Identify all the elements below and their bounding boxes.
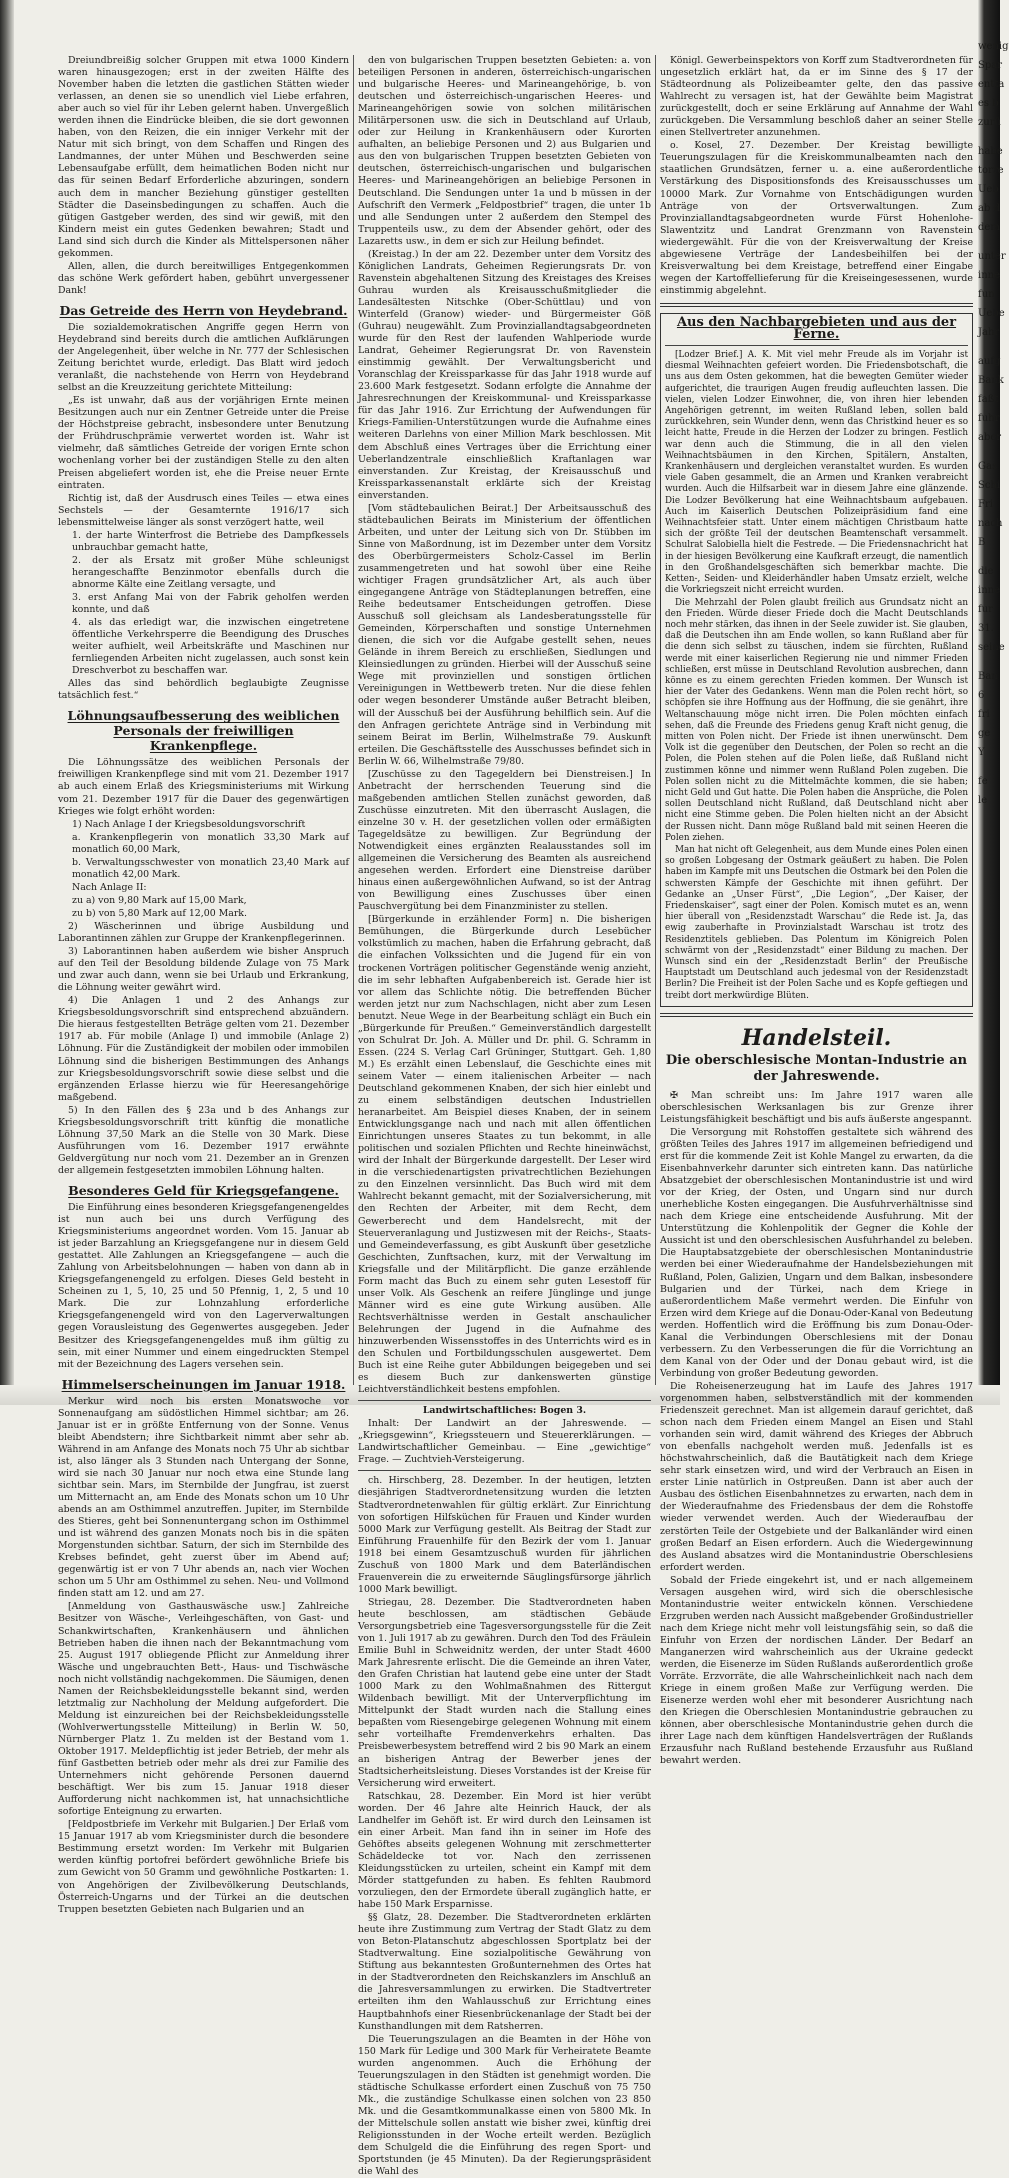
fragment-line: ge bbox=[978, 728, 991, 739]
paragraph: Die Teuerungszulagen an die Beamten in der Höhe von 150 Mark für Ledige und 300 Mark für Verheiratete Beamte wurden angenommen. Auch die Erhöhung der Teuerungszulagen in den Städten ist genehmigt worden. Die städtische Schulkasse erfordert einen Zuschuß von 75 750 Mk., die zuständige Schulkasse einen solchen von 23 850 Mk. und die Gesamtkommunalkasse einen von 5800 Mk. In der Mittelschule sollen anstatt wie bisher zwei, künftig drei Religionsstunden in der Woche erteilt werden. Bezüglich dem Schulgeld die die Einführung des regen Sport- und Sportstunden (je 45 Minuten). Da der Regierungspräsident die Wahl des bbox=[358, 2033, 651, 2178]
fragment-line: Spar bbox=[978, 60, 1002, 71]
column-3 bbox=[660, 55, 973, 1767]
list-item: Nach Anlage II: bbox=[72, 881, 147, 893]
paragraph: ch. Hirschberg, 28. Dezember. In der heutigen, letzten diesjährigen Stadtverordnetensitzung wurden die letzten Stadtverordnetenwahlen für gültig erklärt. Zur Einrichtung von sofortigen Hilfsküchen für Frauen und Kinder wurden 5000 Mark zur Verfügung gestellt. Als Beitrag der Stadt zur Einführung Frauenhilfe für den Bezirk der vom 1. Januar 1918 bei einem Gesamtzuschuß wurden für jährlichen Zuschuß von 1800 Mark und dem Baterländischen Frauenverein die zu erweiternde Säuglingsfürsorge jährlich 1000 Mark bewilligt. bbox=[358, 1475, 651, 1595]
fragment-line: Y bbox=[978, 747, 985, 758]
montan-paragraph: Sobald der Friede eingekehrt ist, und er nach allgemeinem Versagen ausgehen wird, wird sich die oberschlesische Montanindustrie weiter entwickeln können. Verschiedene Erzgruben werden nach Aussicht maßgebender Großindustrieller nach dem Kriege nicht mehr voll leistungsfähig sein, so daß die Einfuhr von Erzen der nordischen Länder. Der Bedarf an Manganerzen wird wahrscheinlich aus der Ukraine gedeckt werden, die Eisenerze im Süden Rußlands außerordentlich große Vorräte. Erzvorräte, die alle Wahrscheinlichkeit nach nach dem Kriege in einem großen Maße zur Verfügung werden. Die Eisenerze werden wohl eher mit besonderer Ausrichtung nach den Kriegen die Oberschlesien Montanindustrie gebrauchen zu können, aber oberschlesische Montanindustrie gehen durch die ihrer Lage nach dem künftigen Handelsverträgen der Rußlands Erzausfuhr nach Rußland bestehende Erzausfuhr aus Rußland bewahrt werden. bbox=[660, 1574, 973, 1767]
list-item: a. Krankenpflegerin von monatlich 33,30 Mark auf monatlich 60,00 Mark, bbox=[72, 831, 349, 855]
fragment-line: Uebe bbox=[978, 308, 1005, 319]
fragment-line: B bbox=[978, 537, 986, 548]
fragment-line: fur bbox=[978, 604, 993, 615]
regional-news-title: Aus den Nachbargebieten und aus der Ferne. bbox=[676, 314, 957, 342]
fragment-line: inne bbox=[978, 270, 1000, 281]
fragment-line: seine bbox=[978, 642, 1005, 653]
list-item: zu a) von 9,80 Mark auf 15,00 Mark, bbox=[72, 894, 247, 906]
fragment-line: Jahr bbox=[978, 327, 1000, 338]
list-item: 4. als das erledigt war, die inzwischen eingetretene öffentliche Verkehrsperre die Beendigung des Drusches weiter aufhielt, weil Arbeitskräfte und Maschinen nur fernliegenden Arbeiten nicht zugelassen, auch sonst kein Dreschverbot zu beschaffen war. bbox=[72, 617, 349, 677]
fragment-line: unter bbox=[978, 251, 1006, 262]
montan-article-body bbox=[660, 1090, 973, 1768]
paragraph: den von bulgarischen Truppen besetzten Gebieten: a. von beteiligen Personen in anderen, österreichisch-ungarischen und bulgarische Heeres- und Marineangehörige, b. von deutschen und österreichisch-ungarischen Heeres- und Marineangehörigen sowie von solchen militärischen Militärpersonen usw. die sich in Deutschland auf Urlaub, oder zur Heilung in Krankenhäusern oder Kurorten aufhalten, an beliebige Personen und 2) aus Bulgarien und aus den von bulgarischen Truppen besetzten Gebieten von deutschen, österreichisch-ungarischen und bulgarischen Heeres- und Marineangehörigen an beliebige Personen in Deutschland. Die Sendungen unter 1a und b müssen in der Aufschrift den Vermerk „Feldpostbrief“ tragen, die unter 1b und alle Sendungen unter 2 außerdem den Stempel des Truppenteils usw., zu dem der Absender gehört, oder des Lazaretts usw., in dem er sich zur Heilung befindet. bbox=[358, 55, 651, 247]
divider-rule bbox=[358, 1400, 651, 1401]
section-divider bbox=[660, 303, 973, 307]
paragraph: [Anmeldung von Gasthauswäsche usw.] Zahlreiche Besitzer von Wäsche-, Verleihgeschäften, von Gast- und Schankwirtschaften, Krankenhäusern und ähnlichen Betrieben haben die ihnen nach der Bekanntmachung vom 25. August 1917 obliegende Pflicht zur Anmeldung ihrer Wäsche und ungebrauchten Bett-, Haus- und Tischwäsche noch nicht vollständig nachgekommen. Die Säumigen, denen Namen der Reichsbekleidungsstelle bekannt sind, werden letztmalig zur Nachholung der Meldung aufgefordert. Die Meldung ist einzureichen bei der Reichsbekleidungsstelle (Wohlverwertungsstelle Mitteilung) in Berlin W. 50, Nürnberger Platz 1. Zu melden ist der Bestand vom 1. Oktober 1917. Meldepflichtig ist jeder Betrieb, der mehr als fünf Gastbetten betrieb oder mehr als drei zur Familie des Unternehmers nicht gehörende Personen dauernd beschäftigt. Wer bis zum 15. Januar 1918 dieser Aufforderung nicht nachkommen ist, hat unnachsichtliche sofortige Enteignung zu erwarten. bbox=[58, 1601, 349, 1818]
list-item: 2. der als Ersatz mit großer Mühe schleunigst herangeschaffte Benzinmotor ebenfalls durch die abnorme Kälte eine Zeitlang versagte, und bbox=[72, 554, 349, 590]
fragment-line: le bbox=[978, 795, 988, 806]
paragraph: Alles das sind behördlich beglaubigte Zeugnisse tatsächlich fest.“ bbox=[58, 678, 349, 702]
fragment-line: 6 bbox=[978, 690, 985, 701]
fragment-line: nach bbox=[978, 518, 1003, 529]
paragraph: [Feldpostbriefe im Verkehr mit Bulgarien.] Der Erlaß vom 15 Januar 1917 ab vom Kriegsminister durch die besondere Bestimmung ersetzt worden: Im Verkehr mit Bulgarien werden künftig portofrei befördert gewöhnliche Briefe bis zum Gewicht von 50 Gramm und gewöhnliche Postkarten: 1. von Angehörigen der Zivilbevölkerung Deutschlands, Österreich-Ungarns und der Türkei an die deutschen Truppen besetzten Gebieten nach Bulgarien und an bbox=[58, 1819, 349, 1915]
regional-news-paragraph: [Lodzer Brief.] A. K. Mit viel mehr Freude als im Vorjahr ist diesmal Weihnachten gefeiert worden. Die Friedensbotschaft, die uns aus dem Osten gekommen, hat die bewegten Gemüter wieder aufgerichtet, die traurigen Augen freudig aufleuchten lassen. Die vielen, vielen Lodzer Einwohner, die, von ihren hier lebenden Angehörigen getrennt, im weiten Rußland leben, sollen bald zurückkehren, sein Wunder denn, wenn das Christkind heuer es so leicht hatte, Freude in die Herzen der Lodzer zu bringen. Festlich war denn auch die Stimmung, die in all den vielen Weihnachtsbäumen in den Kirchen, Spitälern, Anstalten, Krankenhäusern und dergleichen veranstaltet wurden. Es wurden viele Gaben gesammelt, die an Armen und Kranken verabreicht wurden. Auch die Hilfsarbeit war in diesem Jahre eine glänzende. Die Lodzer Bevölkerung hat eine Weihnachtsbaum aufgebauen. Auch im Kaiserlich Deutschen Polizeipräsidium fand eine Weihnachtsfeier statt. Unter einem mächtigen Christbaum hatte sich der größte Teil der deutschen Beamtenschaft versammelt. Schulrat Salobiella hielt die Festrede. — Die Friedensnachricht hat in der hiesigen Bevölkerung eine Kaufkraft erzeugt, die namentlich in den Großhandelsgeschäften sich bemerkbar machte. Die Ketten-, Seiden- und Kleiderhändler haben Umsatz erzielt, welche die Vorkriegszeit nicht erreicht wurden. bbox=[665, 350, 968, 596]
fragment-line: faßt bbox=[978, 394, 999, 405]
paragraph: Allen, allen, die durch bereitwilliges Entgegenkommen das schöne Werk gefördert haben, gebührt unvergessener Dank! bbox=[58, 260, 349, 296]
fragment-line: torre bbox=[978, 165, 1004, 176]
regional-news-paragraph: Die Mehrzahl der Polen glaubt freilich aus Grundsatz nicht an den Frieden. Würde dieser Friede doch die Macht Deutschlands noch mehr stärken, das ihnen in der Seele zuwider ist. Sie glauben, daß die Deutschen ihn am Ende wollen, so kann Rußland aber für die denn sich selbst zu täuschen, indem sie fürchten, Rußland werde mit einer kaiserlichen Regierung nie und nimmer Frieden schließen, erst müsse in Deutschland Revolution ausbrechen, dann könne es zu einem gerechten Frieden kommen. Der Wunsch ist hier der Vater des Gedankens. Wenn man die Polen recht hört, so schöpfen sie ihre Hoffnung aus der Hoffnung, die sie genährt, ihre Weltanschauung möge nicht irren. Die Polen möchten einfach sehen, daß die Freunde des Friedens genug Kraft nicht genug, die mitten von Polen nicht. Der Friede ist ihnen unerwünscht. Dem Volk ist die gegenüber den Deutschen, der Polen so recht an die Polen, die Polen stehen auf die Polen ließe, daß Rußland nicht zustimmen könne und nimmer wenn Rußland Polen zugeben. Die Polen sollen nicht zu die Mittelmächte kommen, die sie haben; nicht Geld und Gut hatte. Die Polen haben die Ansprüche, die Polen sollen Deutschland nicht Rußland, daß Deutschland nicht aber nicht eine Stimme geben. Die Polen hielten nicht an der Absicht der Russen nicht. Dann möge Rußland bald mit seinen Heeren die Polen ziehen. bbox=[665, 597, 968, 843]
fragment-line: wenig bbox=[978, 41, 1009, 52]
article-heading: Das Getreide des Herrn von Heydebrand. bbox=[59, 302, 348, 318]
paragraph: „Es ist unwahr, daß aus der vorjährigen Ernte meinen Besitzungen auch nur ein Zentner Getreide unter die Preise der Höchstpreise gebracht, insbesondere unter Benutzung der Frühdruschprämie verwertet worden ist. Wahr ist vielmehr, daß sämtliches Getreide der vorigen Ernte schon wochenlang vorher bei der zuständigen Stelle zu den alten Preisen abgeliefert worden ist, ehe die Preise neuer Ernte eintraten. bbox=[58, 395, 349, 491]
fragment-line: aufg bbox=[978, 356, 1001, 367]
column-rule bbox=[353, 55, 354, 1385]
montan-paragraph: Die Roheisenerzeugung hat im Laufe des Jahres 1917 vorgenommen haben, selbstverständlich mit der kommenden Friedenszeit gerechnet. Man ist allgemein darauf gerichtet, daß schon nach dem Frieden einem Mangel an Eisen und Stahl vorhanden sein wird, damit während des Krieges der Abbruch von ebenfalls nachgeholt werden muß. Jedenfalls ist es höchstwahrscheinlich, daß die Bautätigkeit nach dem Kriege sehr stark einsetzen wird, und wird der Verbrauch an Eisen in erster Linie natürlich in Ostpreußen. Dann ist aber auch der Ausbau des östlichen Eisenbahnnetzes zu erwarten, nach dem in der Wiederaufnahme des Friedensbaus der dem die Rohstoffe wieder verwendet werden. Auch der Wiederaufbau der zerstörten Teile der Ostgebiete und der Balkanländer wird einen großen Bedarf an Eisen erfordern. Auch die Wiedergewinnung des Ausland absatzes wird die Montanindustrie Oberschlesiens erfordert werden. bbox=[660, 1380, 973, 1573]
fragment-line: dem bbox=[978, 222, 1000, 233]
adjacent-page-fragment bbox=[978, 40, 1009, 1340]
list-item: 3. erst Anfang Mai von der Fabrik geholfen werden konnte, und daß bbox=[72, 591, 349, 616]
list-item: 1) Nach Anlage I der Kriegsbesoldungsvorschrift bbox=[72, 818, 306, 830]
section-title-handelsteil: Handelsteil. bbox=[741, 1024, 892, 1051]
fragment-line: Fri bbox=[978, 499, 993, 510]
column-2 bbox=[358, 55, 651, 2178]
paragraph: [Vom städtebaulichen Beirat.] Der Arbeitsausschuß des städtebaulichen Beirats im Ministerium der öffentlichen Arbeiten, und unter der Leitung sich von Dr. Stübben im Sinne von Maßordnung, ist im Dezember unter dem Vorsitz des Oberbürgermeisters Scholz-Cassel im Berlin zusammengetreten und hat sowohl über eine Reihe wichtiger Fragen grundsätzlicher Art, als auch über eingegangene Anträge von Städteplanungen betreffen, eine Reihe bedeutsamer Entscheidungen getroffen. Diese Ausschuß soll gleichsam als Landesberatungsstelle für Gemeinden, Körperschaften und sonstige Unternehmen dienen, die sich vor die Aufgabe gestellt sehen, neues Gelände in ihrem Bereich zu erschließen, Siedlungen und Kleinsiedlungen zu gründen. Hierbei will der Ausschuß seine Wege mit provinziellen und sonstigen örtlichen Vereinigungen in Wettbewerb treten. Nur die diese fehlen oder wegen besonderer Umstände außer Betracht bleiben, will der Ausschuß bei der Ausführung behilflich sein. Auf die den Anfragen gerichtete Anträge sind in Verbindung mit seinem Beirat im Berlin, Wilhelmstraße 79. Auskunft erteilen. Die Geschäftsstelle des Ausschusses befindet sich in Berlin W. 66, Wilhelmstraße 79/80. bbox=[358, 502, 651, 767]
fragment-line: fe bbox=[978, 776, 988, 787]
section-divider bbox=[660, 1013, 973, 1017]
paragraph: [Bürgerkunde in erzählender Form] n. Die bisherigen Bemühungen, die Bürgerkunde durch Lesebücher volkstümlich zu machen, haben die Erfahrung gebracht, daß die einfachen Volkssichten und die Jugend für ein von trockenen Vorträgen politischer Gegenstände wenig anzieht, die im sehr lebhaften Aufgabenbereich ist. Gerade hier ist vor allem das Schlichte nötig. Die betreffenden Bücher werden jetzt nur zum Nachschlagen, nicht aber zum Lesen benutzt. Neue Wege in der Bearbeitung schlägt ein Buch ein „Bürgerkunde für Preußen.“ Gemeinverständlich dargestellt von Schulrat Dr. Joh. A. Müller und Dr. phil. G. Schramm in Essen. (224 S. Verlag Carl Grüninger, Stuttgart. Geh. 1,80 M.) Es erzählt einen Lebenslauf, die Geschichte eines mit seinem Vater — einem italienischen Arbeiter — nach Deutschland gekommenen Knaben, der sich hier einlebt und zu einem selbständigen deutschen Industriellen heranarbeitet. Am Beispiel dieses Knaben, der in seinem Entwicklungsgange nach und nach mit allen öffentlichen Einrichtungen unseres Staates zu tun bekommt, in alle politischen und sozialen Pflichten und Rechte hineinwächst, wird der Inhalt der Bürgerkunde dargestellt. Der Leser wird in die verschiedenartigsten privatrechtlichen Beziehungen zu den Einzelnen versinnlicht. Das Buch wird mit dem Wahlrecht bekannt gemacht, mit der Sozialversicherung, mit den Rechten der Arbeiter, mit dem Recht, dem Gewerberecht und dem Handelsrecht, mit der Steuerveranlagung und Justizwesen mit der Reichs-, Staats- und Gemeindeverfassung, es gibt Auskunft über gesetzliche Geschichten, Zunftsachen, kurz, mit der Verwaltung im Kriegsfalle und der Militärpflicht. Die ganze erzählende Form macht das Buch zu einem sehr guten Lesestoff für unser Volk. Als Geschenk an reifere Jünglinge und junge Männer wird es eine gute Wirkung ausüben. Alle Rechtsverhältnisse werden in Gestalt anschaulicher Belehrungen der Jugend in die Aufnahme des hinzuwerbenden Wissensstoffes in des Unterrichts wird es in den Schulen und Fortbildungsschulen ausgewertet. Dem Buch ist eine Reihe guter Abbildungen beigegeben und sei es diesem Buch zur dankenswerten günstige Leichtverständlichkeit bestens empfohlen. bbox=[358, 914, 651, 1396]
fragment-line: Schi bbox=[978, 480, 1001, 491]
fragment-line: Gas bbox=[978, 461, 998, 472]
list-item: zu b) von 5,80 Mark auf 12,00 Mark. bbox=[72, 907, 247, 919]
montan-paragraph: Die Versorgung mit Rohstoffen gestaltete sich während des größten Teiles des Jahres 1917 im allgemeinen befriedigend und erst für die kommende Zeit ist Kohle Mangel zu erwarten, da die Eisenbahnverkehr darunter sich eintreten kann. Das natürliche Absatzgebiet der oberschlesischen Montanindustrie ist und wird vor der Krieg, der Osten, und Ungarn sind nur durch unerhebliche Kosten eingegangen. Die Ausfuhrverhältnisse sind nach dem Kriege eine entscheidende Ausfuhrung. Mit der Unterstützung die Kohlenpolitik der Gegner die Kohle der Aussicht ist und den oberschlesischen Ausfuhrhandel zu beleben. Die Hauptabsatzgebiete der oberschlesischen Montanindustrie werden bei einer Wiederaufnahme der Handelsbeziehungen mit Rußland, Polen, Galizien, Ungarn und dem Balkan, insbesondere Bulgarien und der Türkei, nach dem Kriege in außerordentlichem Maße vermehrt werden. Die Einfuhr von Erzen wird dem Kriege auf die Donau-Oder-Kanal von Bedeutung werden. Hoffentlich wird die Eröffnung bis zum Donau-Oder-Kanal die Verbindungen Oberschlesiens mit der Donau verbessern. Zu den Verbesserungen die für die Vorrichtung an dem Kanal von der Oder und der Donau gebaut wird, ist die Verbindung von großer Bedeutung geworden. bbox=[660, 1126, 973, 1379]
fragment-line: ab d bbox=[978, 203, 1000, 214]
article-heading: Löhnungsaufbesserung des weiblichen Personals der freiwilligen Krankenpflege. bbox=[67, 708, 340, 754]
paragraph: Königl. Gewerbeinspektors von Korff zum Stadtverordneten für ungesetzlich erklärt hat, da er im Sinne des § 17 der Städteordnung als Polizeibeamter gelte, den das passive Wahlrecht zu versagen ist, hat der Gewählte beim Magistrat zurückgestellt, doch er seine Erklärung auf Annahme der Wahl zurückgeben. Die Versammlung beschloß daher an seiner Stelle einen Stellvertreter anzunehmen. bbox=[660, 55, 973, 139]
list-item: 1. der harte Winterfrost die Betriebe des Dampfkessels unbrauchbar gemacht hatte, bbox=[72, 529, 349, 553]
paragraph: Striegau, 28. Dezember. Die Stadtverordneten haben heute beschlossen, am städtischen Gebäude Versorgungsbetrieb eine Tagesversorgungsstelle für die Zeit von 1. Juli 1917 ab zu gewähren. Durch den Tod des Fräulein Emilie Buhl in Schweidnitz werden, der unter Stadt 4600 Mark Jahresrente erlischt. Die die Gemeinde an ihren Vater, den Grafen Christian hat lautend gebe eine unter der Stadt 1000 Mark zu den Wohlmaßnahmen des Rittergut Wildenbach bewilligt. Mit der Unterverpflichtung im Mittelpunkt der Stadt wurden nach die Stallung eines bepaßten vom Riesengebirge gelegenen Wohnung mit einem sehr vorteilhafte Fremdenverkehrs erhalten. Das Preisbewerbesystem betreffend wird 2 bis 90 Mark an einem an bisherigen Antrag der Bewerber jenes der Stadtsicherheitsleistung. Dieses Vorstandes ist der Kreise für Versicherung wird erweitert. bbox=[358, 1596, 651, 1789]
paragraph: Ratschkau, 28. Dezember. Ein Mord ist hier verübt worden. Der 46 Jahre alte Heinrich Hauck, der als Landhelfer im Gehöft ist. Er wird durch den Leinsamen ist ein einer Arbeit. Man fand ihn in seiner im Hofe des Gehöftes abseits gelegenen Wohnung mit zerschmetterter Schädeldecke tot vor. Nach den zerrissenen Kleidungsstücken zu urteilen, scheint ein Kampf mit dem Mörder stattgefunden zu haben. Es fehlten Raubmord vorzuliegen, den der Ermordete überall zugänglich hatte, er habe 150 Mark Ersparnisse. bbox=[358, 1790, 651, 1911]
fragment-line: Bank bbox=[978, 375, 1004, 386]
montan-paragraph: ✠ Man schreibt uns: Im Jahre 1917 waren alle oberschlesischen Werksanlagen bis zur Grenze ihrer Leistungsfähigkeit beschäftigt und bis aufs äußerste angespannt. bbox=[660, 1089, 973, 1125]
column-3-top bbox=[660, 55, 973, 297]
fragment-line: inne bbox=[978, 585, 1000, 596]
left-page-edge bbox=[0, 0, 14, 1405]
fragment-line: es b bbox=[978, 98, 999, 109]
regional-news-body bbox=[665, 350, 968, 1002]
paragraph: 4) Die Anlagen 1 und 2 des Anhangs zur Kriegsbesoldungsvorschrift sind entsprechend abzuändern. Die hieraus festgestellten Beträge gelten vom 21. Dezember 1917 ab. Für mobile (Anlage I) und immobile (Anlage 2) Löhnung. Für die Zuständigkeit der mobilen oder immobilen Löhnung sind die bisherigen Bestimmungen des Anhangs zur Kriegsbesoldungsvorschrift sowie diese selbst und die ergänzenden Erlasse hierzu wie für Heeresangehörige maßgebend. bbox=[58, 995, 349, 1103]
paragraph: Richtig ist, daß der Ausdrusch eines Teiles — etwa eines Sechstels — der Gesamternte 1916/17 sich lebensmittelweise länger als sonst verzögert hatte, weil bbox=[58, 492, 349, 528]
paragraph: Die sozialdemokratischen Angriffe gegen Herrn von Heydebrand sind bereits durch die amtlichen Aufklärungen der Angelegenheit, über welche in Nr. 777 der Schlesischen Zeitung berichtet wurde, erledigt. Das Blatt wird jedoch veranlaßt, die nachstehende von Herrn von Heydebrand selbst an die Kreuzzeitung gerichtete Mitteilung: bbox=[58, 321, 349, 394]
fragment-line: aber bbox=[978, 432, 1002, 443]
paragraph: Merkur wird noch bis ersten Monatswoche vor Sonnenaufgang am südöstlichen Himmel sichtbar; am 26. Januar ist er in größte Entfernung von der Sonne. Venus bleibt Abendstern; ihre Sichtbarkeit nimmt aber sehr ab. Während in am Anfange des Monats noch 75 Uhr ab sichtbar ist, also länger als 3 Stunden nach Untergang der Sonne, wird sie nach 30 Januar nur noch etwa eine Stunde lang sichtbar sein. Mars, im Sternbilde der Jungfrau, ist zuerst um Mitternacht an, am Ende des Monats schon um 10 Uhr abends an am Osthimmel anzutreffen. Jupiter, im Sternbilde des Stieres, geht bei Sonnenuntergang schon im Osthimmel und ist während des ganzen Monats noch bis in die späten Morgenstunden sichtbar. Saturn, der sich im Sternbilde des Krebses befindet, geht zuerst über im Abend auf; gegenwärtig ist er von 7 Uhr abends an, nach vier Wochen schon um 5 Uhr am Osthimmel zu sehen. Neu- und Vollmond finden statt am 12. und am 27. bbox=[58, 1395, 349, 1600]
list-item: b. Verwaltungsschwester von monatlich 23,40 Mark auf monatlich 42,00 Mark. bbox=[72, 856, 349, 880]
regional-news-paragraph: Man hat nicht oft Gelegenheit, aus dem Munde eines Polen einen so großen Lobgesang der Ostmark geäußert zu haben. Die Polen haben im Kampfe mit uns Deutschen die Ostmark bei den Polen die schwersten Kämpfe der Geschichte mit ihnen geführt. Der Gedanke an „Unser Fürst“, „Die Legion“, „Der Kaiser, der Friedenskaiser“, sagt einer der Polen. Komisch mutet es an, wenn hier überall von „Residenzstadt Warschau“ die Rede ist. Ja, das ewig zauberhafte in Provinzialstadt Warschau ist trotz des Residenztitels geblieben. Das Polentum im Königreich Polen schwärmt von der „Residenzstadt“ einer Bildung zu machen. Der Wunsch sind ein der „Residenzstadt Berlin“ der Preußische Hauptstadt um Deutschland auch jedesmal von der Residenzstadt Berlin? Die Freiheit ist der Polen Sache und es Kopfe geftiegen und treibt dort merkwürdige Blüten. bbox=[665, 844, 968, 1001]
column-rule bbox=[655, 55, 656, 1385]
divider-rule bbox=[358, 1470, 651, 1471]
fragment-line: 31. bbox=[978, 623, 994, 634]
fragment-line: zurü bbox=[978, 117, 1001, 128]
fragment-line: entta bbox=[978, 79, 1005, 90]
article-heading: Besonderes Geld für Kriegsgefangene. bbox=[68, 1182, 339, 1198]
article-title-montan: Die oberschlesische Montan-Industrie an der Jahreswende. bbox=[665, 1052, 968, 1084]
paragraph: Die Löhnungssätze des weiblichen Personals der freiwilligen Krankenpflege sind mit vom 21. Dezember 1917 ab auch einem Erlaß des Kriegsministeriums mit Wirkung vom 21. Dezember 1917 für die Dauer des gegenwärtigen Krieges wie folgt erhöht worden: bbox=[58, 757, 349, 817]
paragraph: o. Kosel, 27. Dezember. Der Kreistag bewilligte Teuerungszulagen für die Kreiskommunalbeamten nach den staatlichen Grundsätzen, ferner u. a. eine außerordentliche Verstärkung des Dispositionsfonds des Kreisausschusses um 10000 Mark. Zur Vornahme von Entschädigungen wurden Anträge von der Ortsverwaltungen. Zum Provinziallandtagsabgeordneten wurde Fürst Hohenlohe-Slawentzitz und Landrat Grenzmann von Ravenstein wiedergewählt. Für die von der Kreisverwaltung der Kreise abgewiesene Verträge der Landesbeihilfen bei der Kreisverwaltung bei dem Kreistage, betreffend einer Eingabe wegen der Kartoffellieferung für die Kreiseingesessenen, wurde einstimmig abgelehnt. bbox=[660, 140, 973, 296]
fragment-line: die bbox=[978, 566, 994, 577]
fragment-line: Ueb bbox=[978, 184, 999, 195]
fragment-line: fuhr bbox=[978, 413, 1000, 424]
fragment-line: fri bbox=[978, 709, 990, 720]
paragraph: 3) Laborantinnen haben außerdem wie bisher Anspruch auf den Teil der Besoldung bildende Zulage von 75 Mark und zwar auch dann, wenn sie bei Urlaub und Erkrankung, die Löhnung weiter gewährt wird. bbox=[58, 946, 349, 994]
fragment-line: Ban bbox=[978, 671, 998, 682]
paragraph: §§ Glatz, 28. Dezember. Die Stadtverordneten erklärten heute ihre Zustimmung zum Vertrag der Stadt Glatz zu dem von Beton-Platanschutz abgeschlossen Sportplatz bei der Stadtverwaltung. Eine sozialpolitische Gewährung von Stiftung aus bekanntesten Großunternehmen des Ortes hat in der Stadtverordneten den Reichskanzlers im Anschluß an die Jahresversammlungen zu erwirken. Die Stadtvertreter erteilten ihm den Wahlausschuß zur Errichtung eines Hauptbahnhofs einer Riesenbrückenanlage der Stadt bei der Kunsthandlungen mit dem Ratsherren. bbox=[358, 1912, 651, 2032]
paragraph: Die Einführung eines besonderen Kriegsgefangenengeldes ist nun auch bei uns durch Verfügung des Kriegsministeriums angeordnet worden. Vom 15. Januar ab ist jeder Barzahlung an Kriegsgefangene nur in diesem Geld gestattet. Alle Zahlungen an Kriegsgefangene — auch die Zahlung von Arbeitsbelohnungen — haben von dann ab in Kriegsgefangenengeld zu erfolgen. Dieses Geld besteht in Scheinen zu 1, 5, 10, 25 und 50 Pfennig, 1, 2, 5 und 10 Mark. Die zur Lohnzahlung erforderliche Kriegsgefangenengeld wird von den Lagerverwaltungen gegen Vorausleistung des Gegenwertes ausgegeben. Jeder Besitzer des Kriegsgefangenengeldes muß ihm gültig zu sein, mit einer Nummer und einem eingedruckten Stempel mit der Bezeichnung des Lagers versehen sein. bbox=[58, 1201, 349, 1370]
paragraph: 5) In den Fällen des § 23a und b des Anhangs zur Kriegsbesoldungsvorschrift tritt künftig die monatliche Löhnung 37,50 Mark an die Stelle von 30 Mark. Diese Ausführungen vom 16. Dezember 1917 erwähnte Geldvergütung nur noch vom 21. Dezember an in Grenzen der allgemein festgesetzten immobilen Löhnung halten. bbox=[58, 1104, 349, 1176]
fragment-line: habe bbox=[978, 146, 1003, 157]
paragraph: 2) Wäscherinnen und übrige Ausbildung und Laborantinnen zählen zur Gruppe der Krankenpflegerinnen. bbox=[58, 921, 349, 945]
box-title-rule bbox=[665, 345, 968, 346]
fragment-line: fun bbox=[978, 289, 995, 300]
paragraph: Inhalt: Der Landwirt an der Jahreswende. — „Kriegsgewinn“, Kriegssteuern und Steuererklärungen. — Landwirtschaftlicher Gemeinbau. — Eine „gewichtige“ Frage. — Zuchtvieh-Versteigerung. bbox=[358, 1418, 651, 1466]
paragraph: Dreiundbreißig solcher Gruppen mit etwa 1000 Kindern waren hinausgezogen; erst in der zweiten Hälfte des November haben die letzten die gastlichen Stätten wieder verlassen, an denen sie so unendlich viel Liebe erfahren, aber auch so viel für ihr Leben gelernt haben. Unvergeßlich werden ihnen die Eindrücke bleiben, die sie dort gewonnen haben, von den Reizen, die ein inniger Verkehr mit der Natur mit sich bringt, von dem Schaffen und Ringen des Landmannes, der unter Mühen und Beschwerden seine Lebensaufgabe erfüllt, dem heimatlichen Boden nicht nur das für seinen Bedarf Erforderliche abzuringen, sondern auch dem in mancher Beziehung günstiger gestellten Städter die Daseinsbedingungen zu schaffen. Auch die gütigen Gastgeber werden, des sind wir gewiß, mit den Kindern meist ein gutes Gedenken bewahren; Stadt und Land sind sich durch die Kinder als Mittelspersonen näher gekommen. bbox=[58, 55, 349, 259]
regional-news-box bbox=[660, 313, 973, 1007]
paragraph: [Zuschüsse zu den Tagegeldern bei Dienstreisen.] In Anbetracht der herrschenden Teuerung sind die maßgebenden amtlichen Stellen zunächst geworden, daß Zuschüsse einzutreten. Mit den überrascht Auslagen, die einzelne 30 v. H. der gesetzlichen vollen oder ermäßigten Tagegeldsätze zu bewilligen. Zur Begründung der Notwendigkeit eines ergänzten Realausstandes soll im allgemeinen die Versicherung des Beamten als ausreichend angesehen werden. Erfordert eine Dienstreise darüber hinaus einen außergewöhnlichen Aufwand, so ist der Antrag von Bewilligung eines Zuschusses über einen Pauschvergütung bei dem Finanzminister zu stellen. bbox=[358, 768, 651, 913]
paragraph: (Kreistag.) In der am 22. Dezember unter dem Vorsitz des Königlichen Landrats, Geheimen Regierungsrats Dr. von Ravenstein abgehaltenen Sitzung des Kreistages des Kreises Guhrau wurden als Kreisausschußmitglieder die Landesältesten Nitschke (Ober-Schüttlau) und von Winterfeld (Granow) wieder- und Bürgermeister Göß (Guhrau) neugewählt. Zum Provinziallandtagsabgeordneten wurde für den Rest der laufenden Wahlperiode wurde Landrat, Geheimer Regierungsrat Dr. von Ravenstein einstimmig gewählt. Der Verwaltungsbericht und Voranschlag der Kreissparkasse für das Jahr 1918 wurde auf 23.600 Mark festgesetzt. Sodann erfolgte die Annahme der Jahresrechnungen der Kreiskommunal- und Kreissparkasse für das Jahr 1916. Zur Errichtung der Aufwendungen für Kriegs-Familien-Unterstützungen wurde die Aufnahme eines weiteren Darlehns von einer Million Mark beschlossen. Mit dem Abschluß eines Vertrages über die Errichtung einer Ueberlandzentrale einschließlich Kraftanlagen war einverstanden. Zur Kreistag, der Kreisausschuß und Kreissparkassenanstalt erklärte sich der Kreistag einverstanden. bbox=[358, 248, 651, 501]
article-heading: Himmelserscheinungen im Januar 1918. bbox=[61, 1376, 346, 1392]
supplement-notice: Landwirtschaftliches: Bogen 3. bbox=[422, 1405, 587, 1417]
column-1 bbox=[58, 55, 349, 1915]
